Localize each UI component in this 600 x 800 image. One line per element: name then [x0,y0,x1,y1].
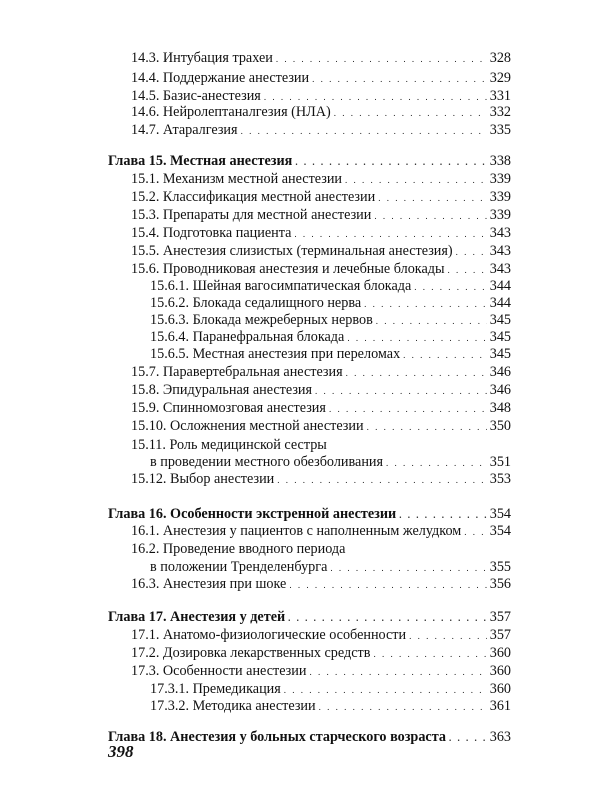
toc-entry-page: 361 [489,698,511,714]
toc-entry [131,522,511,540]
toc-entry-page: 344 [489,295,511,311]
leader-dots [334,104,487,122]
leader-dots [309,663,486,681]
toc-entry [131,121,511,139]
toc-entry-page: 339 [489,207,511,223]
toc-entry-label: 17.3.2. Методика анестезии [150,698,316,714]
leader-dots [329,400,487,418]
leader-dots [319,698,487,716]
toc-entry [131,69,511,87]
toc-entry-label: Глава 17. Анестезия у детей [108,609,286,625]
leader-dots [294,225,486,243]
toc-entry-page: 360 [489,663,511,679]
toc-entry-page: 344 [489,278,511,294]
toc-chapter-heading [108,152,511,170]
toc-entry-label: 15.6.4. Паранефральная блокада [150,329,345,345]
toc-entry-page: 360 [489,681,511,697]
toc-entry-page: 332 [489,104,511,120]
toc-entry-label: в проведении местного обезболивания [150,454,384,470]
toc-entry-label: Глава 18. Анестезия у больных старческого возраста [108,729,446,745]
toc-entry-page: 353 [489,471,511,487]
leader-dots [374,207,486,225]
toc-entry [131,417,511,435]
toc-entry-page: 354 [489,523,511,539]
toc-entry-page: 350 [489,418,511,434]
toc-entry-page: 351 [489,454,511,470]
toc-entry-label: 16.1. Анестезия у пациентов с наполненным желудком [131,523,462,539]
toc-entry [131,242,511,260]
toc-entry-page: 363 [489,729,511,745]
leader-dots [367,418,487,436]
toc-entry-page: 339 [489,171,511,187]
toc-entry-page: 343 [489,261,511,277]
toc-entry [150,277,511,295]
leader-dots [295,153,486,171]
leader-dots [289,576,486,594]
toc-entry [131,170,511,188]
toc-entry [131,49,511,67]
leader-dots [403,346,487,364]
toc-entry-page: 339 [489,189,511,205]
toc-entry [131,575,511,593]
toc-entry [131,470,511,488]
toc-entry-label: Глава 15. Местная анестезия [108,153,293,169]
leader-dots [456,243,487,261]
toc-entry-page: 335 [489,122,511,138]
toc-entry-page: 354 [489,506,511,522]
toc-entry-label: 15.2. Классификация местной анестезии [131,189,376,205]
toc-entry-page: 345 [489,329,511,345]
toc-entry-label: 15.6.2. Блокада седалищного нерва [150,295,362,311]
leader-dots [373,645,486,663]
leader-dots [277,471,486,489]
toc-entry-label: 15.10. Осложнения местной анестезии [131,418,364,434]
toc-entry [131,224,511,242]
toc-chapter-heading [108,505,511,523]
toc-entry-page: 357 [489,609,511,625]
toc-entry-page: 356 [489,576,511,592]
toc-entry-label: 15.7. Паравертебральная анестезия [131,364,343,380]
toc-entry-label: 15.6.5. Местная анестезия при переломах [150,346,401,362]
toc-entry-label: 15.4. Подготовка пациента [131,225,292,241]
leader-dots [449,729,487,747]
toc-entry-label: 14.6. Нейролептаналгезия (НЛА) [131,104,331,120]
toc-entry-label: 14.4. Поддержание анестезии [131,70,310,86]
toc-entry-page: 355 [489,559,511,575]
toc-entry-label: 15.8. Эпидуральная анестезия [131,382,313,398]
toc-entry-page: 338 [489,153,511,169]
toc-entry-label: 16.3. Анестезия при шоке [131,576,287,592]
toc-entry-label-first-line: 15.11. Роль медицинской сестры [131,437,327,453]
page-number: 398 [108,742,134,761]
toc-entry [150,558,511,576]
toc-entry-label: 17.2. Дозировка лекарственных средств [131,645,371,661]
leader-dots [378,189,487,207]
toc-entry-label: Глава 16. Особенности экстренной анестезии [108,506,397,522]
toc-entry-page: 360 [489,645,511,661]
toc-entry-page: 328 [489,50,511,66]
leader-dots [288,609,487,627]
toc-entry [150,697,511,715]
leader-dots [345,171,487,189]
toc-entry [131,399,511,417]
leader-dots [241,122,487,140]
toc-chapter-heading [108,608,511,626]
toc-entry-page: 329 [489,70,511,86]
toc-entry [131,626,511,644]
toc-entry-label: 15.6.1. Шейная вагосимпатическая блокада [150,278,412,294]
toc-entry [131,662,511,680]
toc-entry-label: в положении Тренделенбурга [150,559,328,575]
toc-entry-label: 14.3. Интубация трахеи [131,50,273,66]
toc-entry-page: 348 [489,400,511,416]
toc-entry-page: 345 [489,346,511,362]
toc-entry [150,345,511,363]
leader-dots [346,364,487,382]
toc-entry [150,294,511,312]
toc-entry [131,644,511,662]
leader-dots [312,70,487,88]
toc-entry-label-first-line: 16.2. Проведение вводного периода [131,541,346,557]
toc-entry-label: 17.3. Особенности анестезии [131,663,307,679]
leader-dots [315,382,487,400]
toc-entry [131,103,511,121]
toc-entry-page: 331 [489,88,511,104]
toc-entry-page: 357 [489,627,511,643]
toc-entry [150,453,511,471]
toc-entry-label: 15.6. Проводниковая анестезия и лечебные блокады [131,261,445,277]
toc-entry-label: 17.1. Анатомо-физиологические особенности [131,627,407,643]
toc-entry [131,363,511,381]
toc-entry-label: 17.3.1. Премедикация [150,681,281,697]
toc-entry-label: 14.7. Атаралгезия [131,122,238,138]
toc-entry-label: 15.3. Препараты для местной анестезии [131,207,372,223]
toc-entry-label: 15.6.3. Блокада межреберных нервов [150,312,373,328]
leader-dots [276,50,487,68]
toc-entry [150,680,511,698]
toc-entry [131,188,511,206]
toc-chapter-heading [108,728,511,746]
toc-entry [131,260,511,278]
leader-dots [464,523,486,541]
toc-entry-label: 15.5. Анестезия слизистых (терминальная анестезия) [131,243,453,259]
toc-entry-page: 345 [489,312,511,328]
toc-entry-label: 14.5. Базис-анестезия [131,88,261,104]
toc-entry [150,311,511,329]
toc-entry-page: 346 [489,382,511,398]
toc-entry-page: 346 [489,364,511,380]
toc-entry-label: 15.9. Спинномозговая анестезия [131,400,326,416]
toc-entry-page: 343 [489,225,511,241]
toc-entry [131,206,511,224]
toc-entry [131,381,511,399]
toc-entry-label: 15.1. Механизм местной анестезии [131,171,343,187]
toc-entry-label: 15.12. Выбор анестезии [131,471,275,487]
toc-entry [150,328,511,346]
toc-entry-page: 343 [489,243,511,259]
leader-dots [409,627,487,645]
